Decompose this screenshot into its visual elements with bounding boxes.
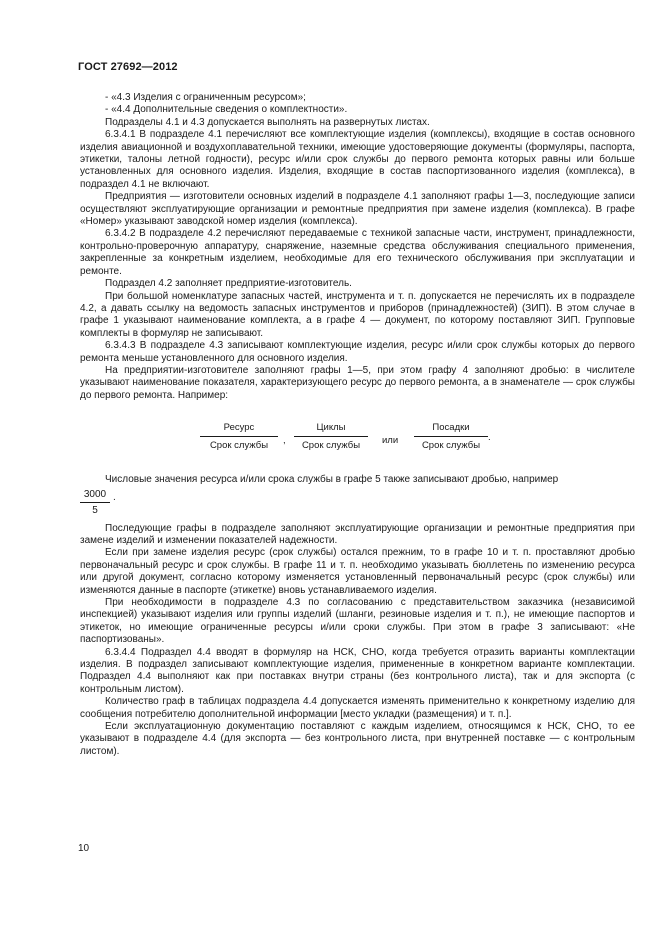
- paragraph: Подразделы 4.1 и 4.3 допускается выполнять на развернутых листах.: [105, 116, 430, 128]
- fraction-punct: .: [113, 491, 116, 503]
- document-body: [80, 92, 635, 758]
- paragraph: Предприятия — изготовители основных изделий в подразделе 4.1 заполняют графы 1—3, последующие записи осуществляют эксплуатирующие организации и ремонтные предприятия при замене изделия (комплекса). В графе «Номер» указывают заводской номер изделия (комплекса).: [80, 191, 635, 228]
- fraction-denominator: Срок службы: [209, 439, 269, 451]
- fraction-landings: [414, 422, 488, 452]
- fraction-resource: [200, 422, 278, 452]
- paragraph: При необходимости в подразделе 4.3 по согласованию с представительством заказчика (независимой инспекцией) указывают изделия или группы изделий (шланги, резиновые изделия и т. п.), не имеющие паспортов и этикеток, но имеющие ограниченные ресурсы и/или сроки службы. При этом в графе 3 записывают: «Не паспортизованы».: [80, 597, 635, 646]
- paragraph: 6.3.4.3 В подразделе 4.3 записывают комплектующие изделия, ресурс и/или срок службы которых до первого ремонта меньше установленного для основного изделия.: [80, 340, 635, 364]
- paragraph: Если эксплуатационную документацию поставляют с каждым изделием, относящимся к НСК, СНО, то ее указывают в подразделе 4.4 (для экспорта — без контрольного листа, при внутренней поставке — с контрольным листом).: [80, 721, 635, 757]
- fraction-punct: .: [488, 432, 491, 444]
- paragraph: Количество граф в таблицах подраздела 4.4 допускается изменять применительно к конкретному изделию для сообщения потребителю дополнительной информации [место укладки (размещения) и т. п.].: [80, 696, 635, 720]
- document-header: ГОСТ 27692—2012: [78, 61, 178, 73]
- paragraph: 6.3.4.2 В подразделе 4.2 перечисляют передаваемые с техникой запасные части, инструмент, принадлежности, контрольно-проверочную аппаратуру, снаряжение, наземные средства обслуживания специального применения, закрепленные за конкретным изделием, необходимые для его технического обслуживания при эксплуатации и ремонте.: [80, 228, 635, 277]
- fraction-denominator: 5: [92, 504, 98, 516]
- list-item: - «4.4 Дополнительные сведения о комплектности».: [105, 104, 348, 116]
- fraction-separator: или: [382, 435, 399, 447]
- fraction-examples: [80, 402, 635, 474]
- fraction-punct: ,: [283, 435, 286, 447]
- paragraph: Числовые значения ресурса и/или срока службы в графе 5 также записывают дробью, например: [105, 474, 559, 486]
- paragraph: 6.3.4.1 В подразделе 4.1 перечисляют все комплектующие изделия (комплексы), входящие в состав основного изделия авиационной и воздухоплавательной техники, имеющие удостоверяющие документы (формуляры, паспорта, этикетки, талоны летной годности), ресурс и/или срок службы до первого ремонта которых равны или больше установленных для основного изделия. Изделия, входящие в состав паспортизованного изделия (комплекса), в подраздел 4.1 не включают.: [80, 129, 635, 190]
- list-item: - «4.3 Изделия с ограниченным ресурсом»;: [105, 92, 306, 103]
- paragraph: 6.3.4.4 Подраздел 4.4 вводят в формуляр на НСК, СНО, когда требуется отразить варианты комплектации изделия. В подраздел записывают комплектующие изделия, примененные в конкретном варианте комплектации. Подраздел 4.4 выполняют как при поставках внутри страны (без контрольного листа), так и для экспорта (с контрольным листом).: [80, 646, 635, 695]
- fraction-denominator: Срок службы: [421, 439, 481, 451]
- fraction-numerator: Посадки: [414, 422, 488, 436]
- fraction-cycles: [294, 422, 368, 452]
- paragraph: Если при замене изделия ресурс (срок службы) остался прежним, то в графе 10 и т. п. проставляют дробью первоначальный ресурс и срок службы. В графе 11 и т. п. необходимо указывать бюллетень по изменению ресурса или другой документ, согласно которому изменяется установленный первоначальный ресурс (срок службы) или изменяются данные в паспорте (этикетке) вновь устанавливаемого изделия.: [80, 547, 635, 596]
- example-fraction: [80, 489, 110, 518]
- fraction-numerator: Циклы: [294, 422, 368, 436]
- page-number: 10: [78, 843, 90, 854]
- paragraph: На предприятии-изготовителе заполняют графы 1—5, при этом графу 4 заполняют дробью: в числителе указывают наименование показателя, характеризующего ресурс до первого ремонта, а в знаменателе — срок службы до первого ремонта. Например:: [80, 364, 635, 401]
- fraction-numerator: 3000: [80, 489, 110, 503]
- paragraph: При большой номенклатуре запасных частей, инструмента и т. п. допускается не перечислять их в подразделе 4.2, а давать ссылку на ведомость запасных инструментов и приборов (принадлежностей) (ЗИП). В этом случае в графе 1 указывают наименование комплекта, а в графе 4 — документ, по которому поставляют ЗИП. Групповые комплекты в формуляр не записывают.: [80, 290, 635, 339]
- fraction-numerator: Ресурс: [200, 422, 278, 436]
- numeric-fraction-example: [80, 487, 635, 523]
- paragraph: Подраздел 4.2 заполняет предприятие-изготовитель.: [105, 278, 352, 290]
- fraction-denominator: Срок службы: [301, 439, 361, 451]
- paragraph: Последующие графы в подразделе заполняют эксплуатирующие организации и ремонтные предприятия при замене изделий и изменении показателей надежности.: [80, 522, 635, 546]
